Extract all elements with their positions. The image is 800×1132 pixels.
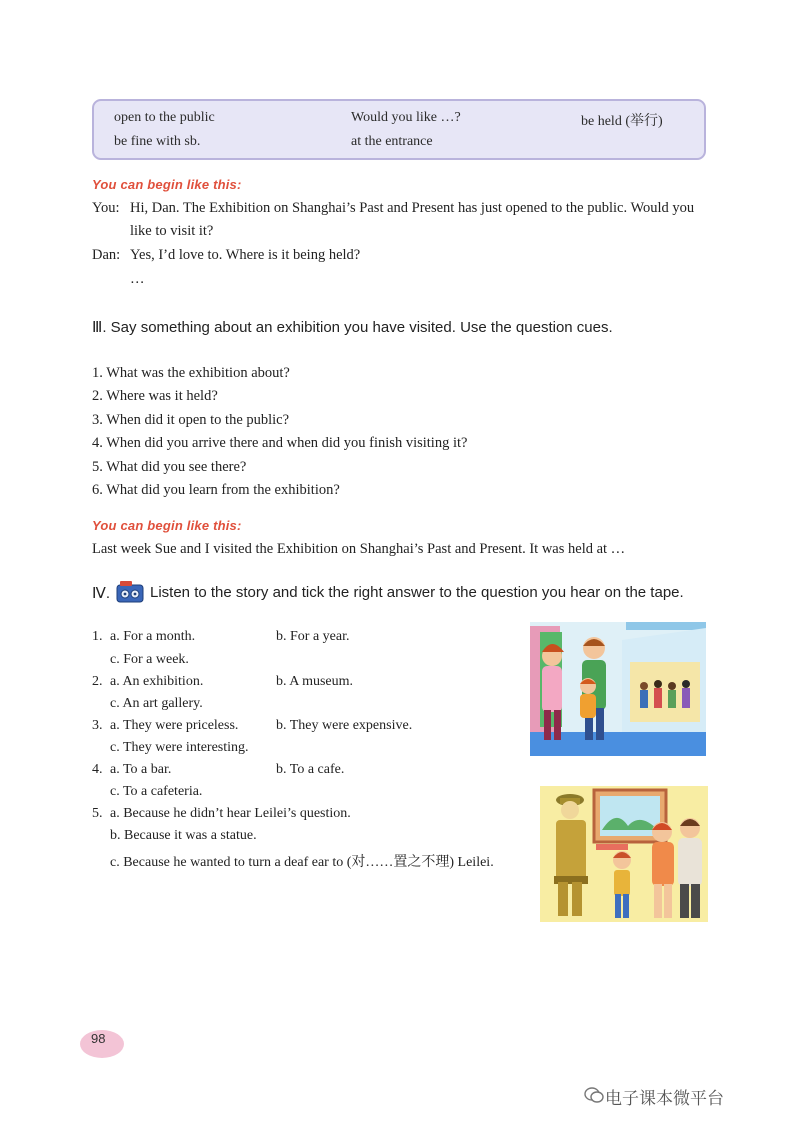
phrase-open-to-public: open to the public bbox=[114, 110, 215, 125]
section-4-heading: Listen to the story and tick the right answer to the question you hear on the tape. bbox=[150, 584, 684, 601]
option-b: b. To a cafe. bbox=[276, 762, 345, 777]
item-number: 2. bbox=[92, 674, 103, 689]
item-number: 1. bbox=[92, 629, 103, 644]
tape-recorder-icon bbox=[116, 580, 144, 604]
dialogue-ellipsis: … bbox=[130, 271, 145, 287]
phrase-be-fine-with: be fine with sb. bbox=[114, 134, 201, 149]
question-item: 1. What was the exhibition about? bbox=[92, 365, 290, 381]
phrase-at-entrance: at the entrance bbox=[351, 134, 433, 149]
watermark-text: 电子课本微平台 bbox=[605, 1089, 724, 1109]
statue-guard-illustration bbox=[540, 786, 708, 922]
question-item: 5. What did you see there? bbox=[92, 459, 247, 475]
option-c: c. To a cafeteria. bbox=[110, 784, 203, 799]
chat-bubble-icon bbox=[584, 1086, 604, 1104]
phrase-box bbox=[92, 99, 706, 160]
option-a: a. Because he didn’t hear Leilei’s question. bbox=[110, 806, 351, 821]
question-item: 4. When did you arrive there and when did you finish visiting it? bbox=[92, 435, 468, 451]
page-number: 98 bbox=[91, 1031, 106, 1046]
begin-label: You can begin like this: bbox=[92, 518, 242, 533]
option-a: a. For a month. bbox=[110, 629, 196, 644]
option-b: b. For a year. bbox=[276, 629, 350, 644]
section-3-heading: Ⅲ. Say something about an exhibition you have visited. Use the question cues. bbox=[92, 319, 613, 336]
option-c: c. They were interesting. bbox=[110, 740, 249, 755]
option-c: c. For a week. bbox=[110, 652, 189, 667]
question-item: 6. What did you learn from the exhibition? bbox=[92, 482, 340, 498]
speaker-dan: Dan: bbox=[92, 247, 121, 263]
speaker-you: You: bbox=[92, 200, 120, 216]
item-number: 3. bbox=[92, 718, 103, 733]
option-b: b. A museum. bbox=[276, 674, 354, 689]
dialogue-you-line-1: Hi, Dan. The Exhibition on Shanghai’s Past and Present has just opened to the public. Would you bbox=[130, 200, 695, 216]
dialogue-dan-line: Yes, I’d love to. Where is it being held? bbox=[130, 247, 361, 263]
question-item: 2. Where was it held? bbox=[92, 388, 218, 404]
exhibition-entrance-illustration bbox=[530, 622, 706, 756]
phrase-would-you-like: Would you like …? bbox=[351, 110, 461, 125]
section-4-numeral: Ⅳ. bbox=[92, 585, 111, 602]
option-a: a. They were priceless. bbox=[110, 718, 239, 733]
dialogue-you-line-2: like to visit it? bbox=[130, 223, 214, 239]
sample-line: Last week Sue and I visited the Exhibition on Shanghai’s Past and Present. It was held at … bbox=[92, 541, 626, 557]
option-c: c. Because he wanted to turn a deaf ear to (对……置之不理) Leilei. bbox=[110, 855, 494, 870]
item-number: 4. bbox=[92, 762, 103, 777]
option-c: c. An art gallery. bbox=[110, 696, 203, 711]
option-a: a. An exhibition. bbox=[110, 674, 204, 689]
begin-label: You can begin like this: bbox=[92, 177, 242, 192]
option-b: b. They were expensive. bbox=[276, 718, 413, 733]
option-a: a. To a bar. bbox=[110, 762, 172, 777]
phrase-be-held: be held (举行) bbox=[581, 114, 663, 129]
item-number: 5. bbox=[92, 806, 103, 821]
option-b: b. Because it was a statue. bbox=[110, 828, 257, 843]
question-item: 3. When did it open to the public? bbox=[92, 412, 290, 428]
